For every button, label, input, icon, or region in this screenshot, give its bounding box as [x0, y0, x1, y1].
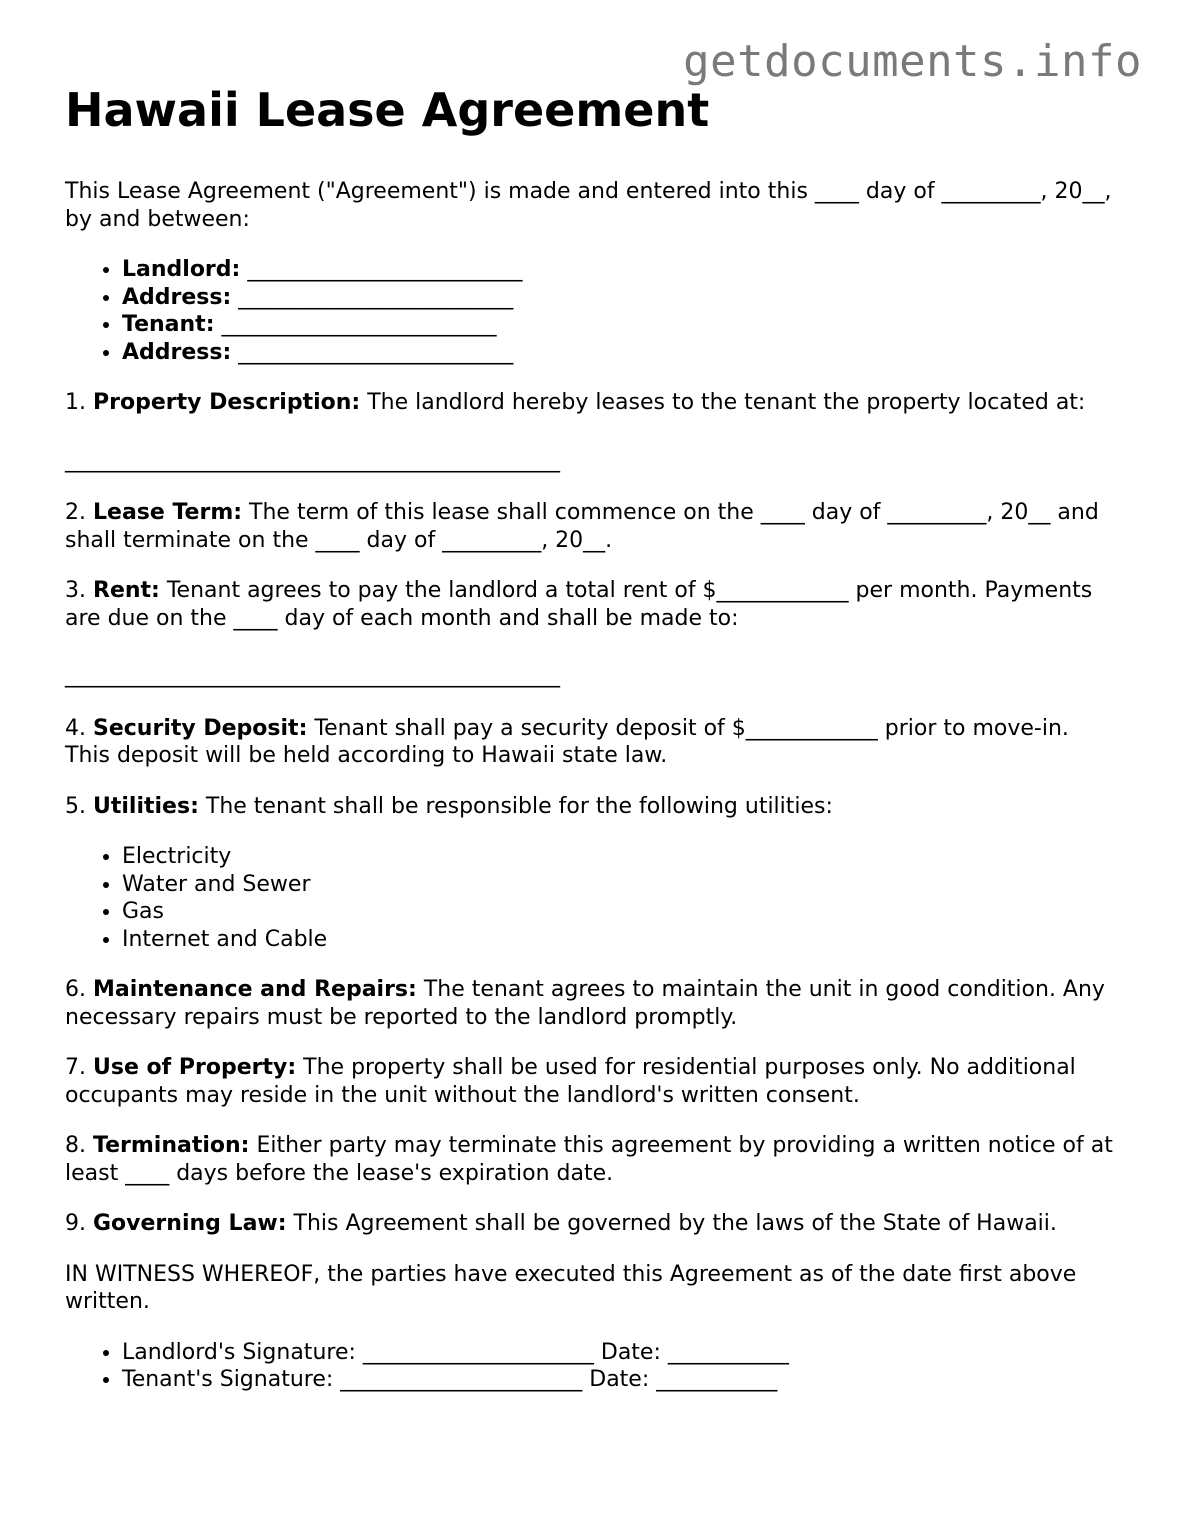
intro-paragraph: This Lease Agreement ("Agreement") is made and entered into this ____ day of _________, 20__, by and between:	[65, 179, 1112, 232]
section-number: 2.	[65, 500, 86, 525]
party-blank: _________________________	[221, 312, 497, 337]
section-heading: Governing Law:	[93, 1211, 287, 1236]
section-text: The tenant agrees to maintain the unit in good condition. Any necessary repairs must be reported to the landlord promptly.	[65, 977, 1105, 1030]
party-label: Landlord:	[122, 257, 241, 282]
party-landlord-address	[122, 284, 1115, 312]
section-lease-term	[65, 499, 1115, 554]
section-property-description	[65, 389, 1115, 417]
section-text: The landlord hereby leases to the tenant the property located at:	[367, 390, 1086, 415]
section-text: Tenant agrees to pay the landlord a total rent of $____________ per month. Payments are due on the ____ day of each month and shall be made to:	[65, 578, 1093, 631]
section-termination	[65, 1132, 1115, 1187]
section-heading: Termination:	[93, 1133, 250, 1158]
section-text: The property shall be used for residential purposes only. No additional occupants may reside in the unit without the landlord's written consent.	[65, 1055, 1076, 1108]
section-heading: Maintenance and Repairs:	[93, 977, 417, 1002]
document	[65, 82, 1115, 1417]
watermark: getdocuments.info	[683, 36, 1142, 87]
section-number: 7.	[65, 1055, 86, 1080]
utility-item: • Water and Sewer	[122, 871, 1115, 899]
section-heading: Use of Property:	[93, 1055, 297, 1080]
witness-paragraph: IN WITNESS WHEREOF, the parties have executed this Agreement as of the date first above written.	[65, 1261, 1077, 1314]
section-use-of-property	[65, 1054, 1115, 1109]
section-heading: Utilities:	[93, 793, 199, 819]
party-label: Address:	[122, 339, 232, 365]
section-heading: Rent:	[93, 578, 160, 603]
utility-item: • Electricity	[122, 843, 1115, 871]
parties-list	[65, 256, 1115, 366]
section-number: 6.	[65, 977, 86, 1002]
section-governing-law	[65, 1210, 1115, 1238]
utility-item: • Internet and Cable	[122, 926, 1115, 954]
utilities-list	[65, 843, 1115, 953]
utility-item: • Gas	[122, 898, 1115, 926]
tenant-signature-line: • Tenant's Signature: ______________________ Date: ___________	[122, 1366, 1115, 1394]
section-security-deposit	[65, 715, 1115, 770]
section-maintenance	[65, 976, 1115, 1031]
section-number: 1.	[65, 390, 86, 415]
section-text: The term of this lease shall commence on the ____ day of _________, 20__ and shall terminate on the ____ day of _________, 20__.	[65, 500, 1099, 553]
party-blank: _________________________	[238, 339, 514, 365]
party-tenant	[122, 311, 1115, 339]
section-number: 5.	[65, 793, 86, 819]
section-number: 8.	[65, 1133, 86, 1158]
section-number: 3.	[65, 578, 86, 603]
section-text: The tenant shall be responsible for the following utilities:	[205, 793, 833, 819]
party-blank: _________________________	[247, 257, 523, 282]
section-text: Either party may terminate this agreement by providing a written notice of at least ____ days before the lease's expiration date.	[65, 1133, 1113, 1186]
section-heading: Property Description:	[93, 390, 361, 415]
party-label: Address:	[122, 284, 232, 310]
section-number: 9.	[65, 1211, 86, 1236]
property-address-line: _____________________________________________	[65, 447, 560, 473]
party-blank: _________________________	[238, 284, 514, 310]
section-text: Tenant shall pay a security deposit of $____________ prior to move-in. This deposit will be held according to Hawaii state law.	[65, 715, 1069, 768]
payment-recipient-line: _____________________________________________	[65, 663, 560, 688]
signatures-list	[65, 1339, 1115, 1394]
party-tenant-address	[122, 339, 1115, 367]
section-text: This Agreement shall be governed by the laws of the State of Hawaii.	[293, 1211, 1057, 1236]
party-label: Tenant:	[122, 312, 215, 337]
section-rent	[65, 577, 1115, 632]
section-heading: Lease Term:	[93, 500, 243, 525]
section-number: 4.	[65, 715, 86, 741]
landlord-signature-line: • Landlord's Signature: _____________________ Date: ___________	[122, 1339, 1115, 1367]
party-landlord	[122, 256, 1115, 284]
section-utilities	[65, 793, 1115, 821]
section-heading: Security Deposit:	[93, 715, 308, 741]
document-title: Hawaii Lease Agreement	[65, 83, 710, 137]
